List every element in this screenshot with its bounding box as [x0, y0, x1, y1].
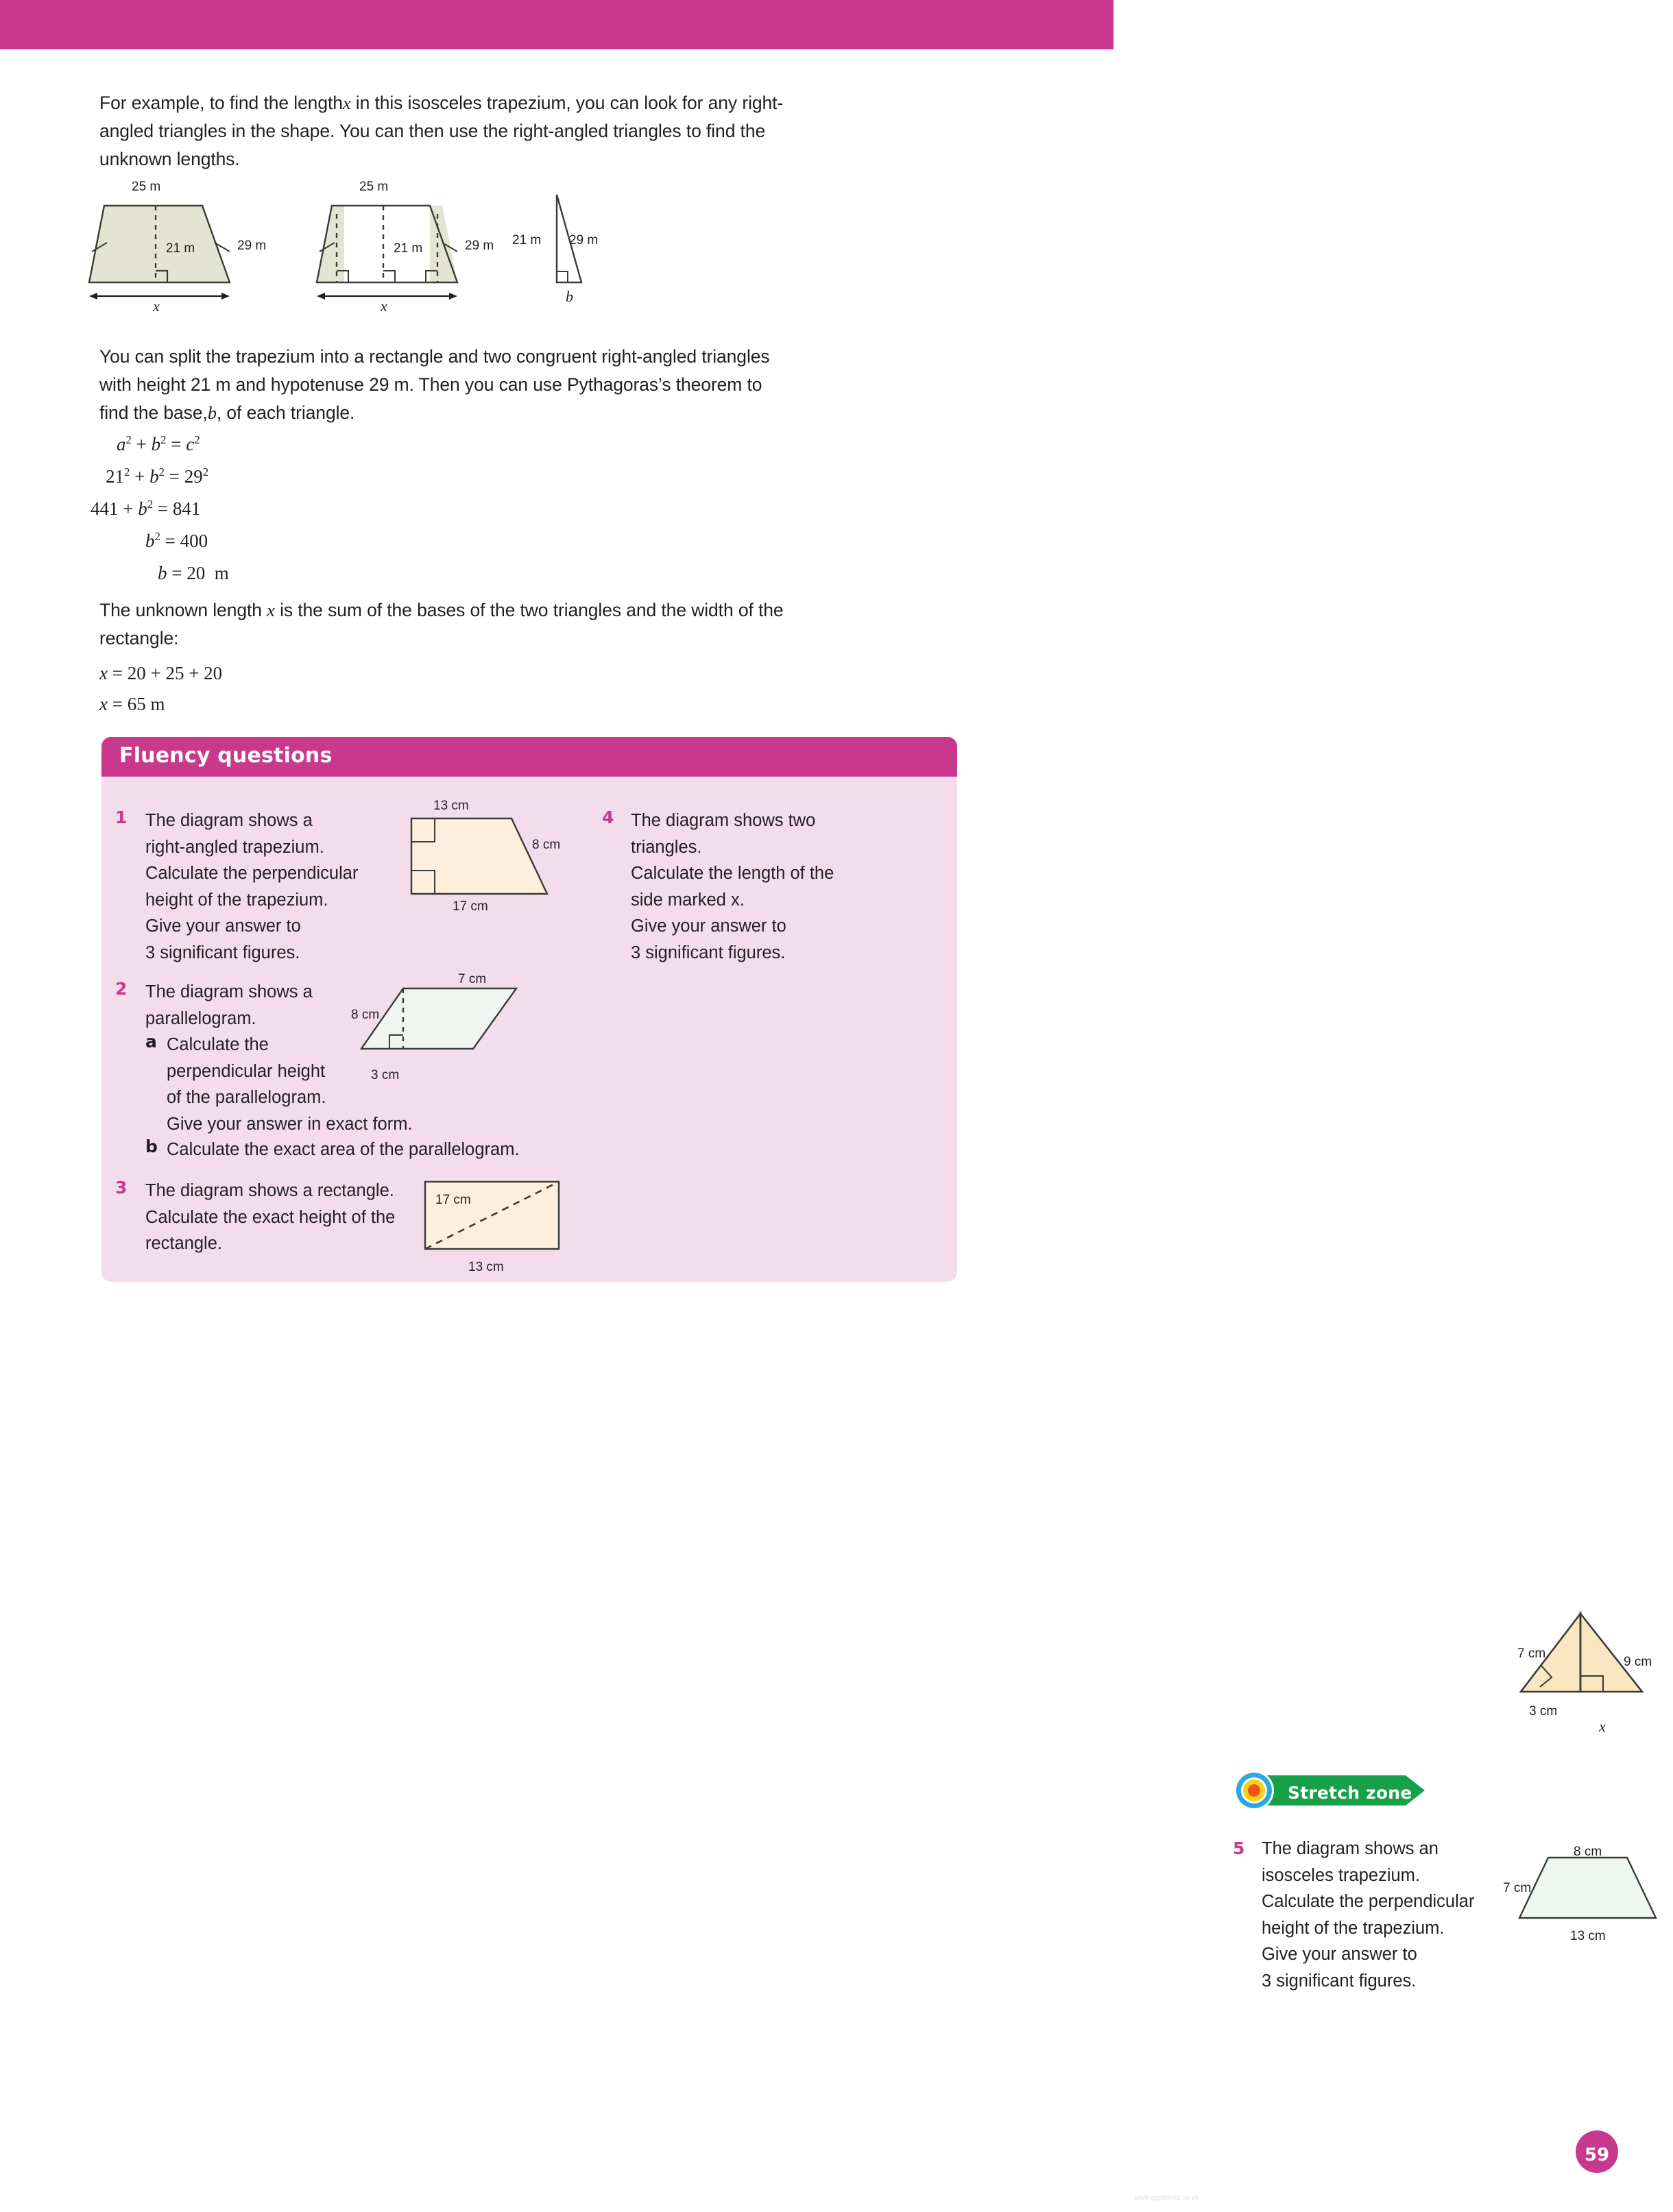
- q4-left-label: 7 cm: [1517, 1646, 1546, 1661]
- stretch-zone-label: Stretch zone: [1288, 1783, 1412, 1803]
- fig1-base-label: x: [153, 297, 160, 315]
- q5-line-2: isosceles trapezium.: [1262, 1865, 1421, 1885]
- x-result-line-2: x = 65 m: [99, 694, 165, 714]
- fig1-top-label: 25 m: [132, 180, 161, 194]
- intro-p2-part1: You can split the trapezium into a rectangle and two congruent right-angled triangles with height 21 m and hypotenuse 29 m. Then you can use Pythagoras’s theorem to find the base,: [99, 346, 770, 423]
- q1-slant-label: 8 cm: [532, 838, 561, 852]
- fig2-top-label: 25 m: [359, 180, 389, 194]
- intro-p1-part2: in this isosceles trapezium, you can look for any right-angled triangles in the shape. You can then use the right-angled triangles to find the unknown lengths.: [99, 93, 784, 169]
- q3-line-2: Calculate the exact height of the: [145, 1207, 396, 1227]
- q4-line-6: 3 significant figures.: [631, 943, 786, 962]
- right-angle-middle: [383, 271, 395, 282]
- fig2-slant-label: 29 m: [465, 239, 494, 253]
- q4-line-2: triangles.: [631, 837, 702, 857]
- target-icon: [1234, 1771, 1274, 1810]
- q1-line-4: height of the trapezium.: [145, 890, 328, 910]
- question-5-number: 5: [1233, 1838, 1245, 1858]
- q1-line-2: right-angled trapezium.: [145, 837, 324, 857]
- top-color-band: [0, 0, 1114, 49]
- q2-line-2: parallelogram.: [145, 1008, 256, 1028]
- question-1-text: [145, 807, 382, 966]
- q1-line-3: Calculate the perpendicular: [145, 864, 359, 883]
- arrow-left-2: [317, 293, 325, 300]
- q1-line-6: 3 significant figures.: [145, 943, 300, 962]
- q5-top-label: 8 cm: [1574, 1845, 1602, 1859]
- q3-line-3: rectangle.: [145, 1234, 222, 1253]
- question-2-number: 2: [115, 979, 128, 999]
- q3-line-1: The diagram shows a rectangle.: [145, 1181, 394, 1200]
- q2-base-label: 3 cm: [371, 1068, 400, 1082]
- equation-row-2: $21^2 + b^2 = 29^2$: [106, 465, 209, 487]
- q4-line-4: [631, 887, 867, 914]
- q2b-line-1: Calculate the exact area of the parallelogram.: [167, 1140, 520, 1159]
- fig1-height-label: 21 m: [166, 241, 195, 256]
- q4-line-5: Give your answer to: [631, 916, 786, 936]
- arrow-left: [89, 293, 97, 300]
- fig3-height-label: 21 m: [512, 233, 542, 247]
- target-bullseye: [1248, 1784, 1260, 1797]
- q2-slant-label: 8 cm: [351, 1008, 380, 1022]
- q1-base-label: 17 cm: [453, 899, 488, 914]
- q3-diagram-rectangle: [424, 1179, 568, 1254]
- q4-unknown-label: x: [1599, 1718, 1606, 1735]
- q5-line-5: Give your answer to: [1262, 1945, 1417, 1964]
- equation-row-4: $b^2 = 400$: [145, 530, 208, 551]
- intro-p3-part1: The unknown length: [99, 600, 262, 620]
- intro-p2-variable: b: [207, 402, 217, 423]
- worked-example-figures: [89, 180, 775, 324]
- q2-part-b-letter: b: [145, 1137, 158, 1156]
- q4-bottom-left-label: 3 cm: [1529, 1704, 1558, 1718]
- q5-line-4: height of the trapezium.: [1262, 1918, 1445, 1938]
- q2-line-1: The diagram shows a: [145, 982, 313, 1001]
- fig3-base-label: b: [566, 288, 573, 305]
- q1-trapezium-shape: [411, 818, 547, 894]
- watermark-text: www.cgpbooks.co.uk: [1135, 2194, 1199, 2202]
- q3-base-label: 13 cm: [468, 1260, 504, 1274]
- question-3-number: 3: [115, 1178, 128, 1198]
- q2-parallelogram-shape: [361, 988, 516, 1049]
- fig2-height-label: 21 m: [394, 241, 423, 256]
- q2a-line-3: of the parallelogram.: [167, 1088, 326, 1107]
- q5-diagram-trapezium: [1515, 1855, 1673, 1930]
- question-4-text: [631, 807, 1652, 2202]
- intro-paragraph-2: [99, 343, 785, 427]
- q2-part-a-letter: a: [145, 1032, 157, 1052]
- intro-text-block-3: [99, 596, 785, 653]
- q5-line-6: 3 significant figures.: [1262, 1971, 1417, 1991]
- fig3-hyp-label: 29 m: [569, 233, 599, 247]
- q5-line-3: Calculate the perpendicular: [1262, 1892, 1475, 1911]
- q2-part-b-text: [167, 1137, 551, 1163]
- question-5-text: [1262, 1836, 1508, 1994]
- intro-p2-part2: , of each triangle.: [216, 402, 355, 423]
- intro-text-block-2: [99, 343, 785, 427]
- q1-line-5: Give your answer to: [145, 916, 301, 936]
- intro-paragraph-1: [99, 89, 785, 173]
- question-2-text: [145, 979, 382, 1032]
- fig2-base-label: x: [381, 297, 387, 315]
- fluency-panel-header: [101, 737, 957, 777]
- intro-p3-variable: x: [267, 600, 275, 620]
- arrow-right-2: [449, 293, 457, 300]
- fluency-title: Fluency questions: [119, 744, 333, 768]
- q5-slant-label: 7 cm: [1503, 1881, 1532, 1895]
- page-number-badge: [1576, 2130, 1618, 2173]
- arrow-right: [221, 293, 230, 300]
- question-1-number: 1: [115, 807, 128, 827]
- q1-top-label: 13 cm: [433, 799, 469, 813]
- equation-row-5: b = 20 m: [158, 563, 229, 583]
- question-4-number: 4: [602, 807, 614, 827]
- q1-diagram-trapezium: [410, 816, 575, 919]
- q2a-line-2: perpendicular height: [167, 1061, 326, 1081]
- intro-p1-part1: For example, to find the length: [99, 93, 343, 113]
- q5-line-1: The diagram shows an: [1262, 1839, 1439, 1858]
- x-result-block: [99, 658, 222, 720]
- pythagoras-working: [91, 428, 446, 590]
- x-result-line-1: x = 20 + 25 + 20: [99, 663, 223, 683]
- q5-trapezium-shape: [1519, 1858, 1656, 1918]
- q4-line-1: The diagram shows two: [631, 811, 816, 830]
- q4-line-3: Calculate the length of the: [631, 864, 834, 883]
- equation-row-3: $441 + b^2 = 841$: [91, 498, 201, 519]
- q2a-line-1: Calculate the: [167, 1035, 269, 1054]
- page-number: 59: [1584, 2145, 1610, 2165]
- q2-top-label: 7 cm: [458, 972, 487, 986]
- question-3-text: [145, 1178, 420, 1257]
- q4-line-4-text: side marked x.: [631, 890, 745, 910]
- intro-text-block: [99, 89, 785, 173]
- q4-right-label: 9 cm: [1624, 1655, 1652, 1669]
- intro-paragraph-3: [99, 596, 785, 653]
- q2a-line-4: Give your answer in exact form.: [167, 1114, 413, 1134]
- q3-diagonal-label: 17 cm: [435, 1193, 471, 1207]
- q5-base-label: 13 cm: [1570, 1929, 1606, 1943]
- q2-diagram-parallelogram: [360, 986, 552, 1068]
- intro-p1-variable: x: [342, 93, 351, 113]
- stretch-zone-badge[interactable]: [1234, 1771, 1440, 1810]
- intro-p3-part2: is the sum of the bases of the two triangles and the width of the rectangle:: [99, 600, 784, 648]
- q1-line-1: The diagram shows a: [145, 811, 313, 830]
- equation-row-1: $a^2 + b^2 = c^2$: [117, 433, 200, 454]
- fig1-slant-label: 29 m: [237, 239, 267, 253]
